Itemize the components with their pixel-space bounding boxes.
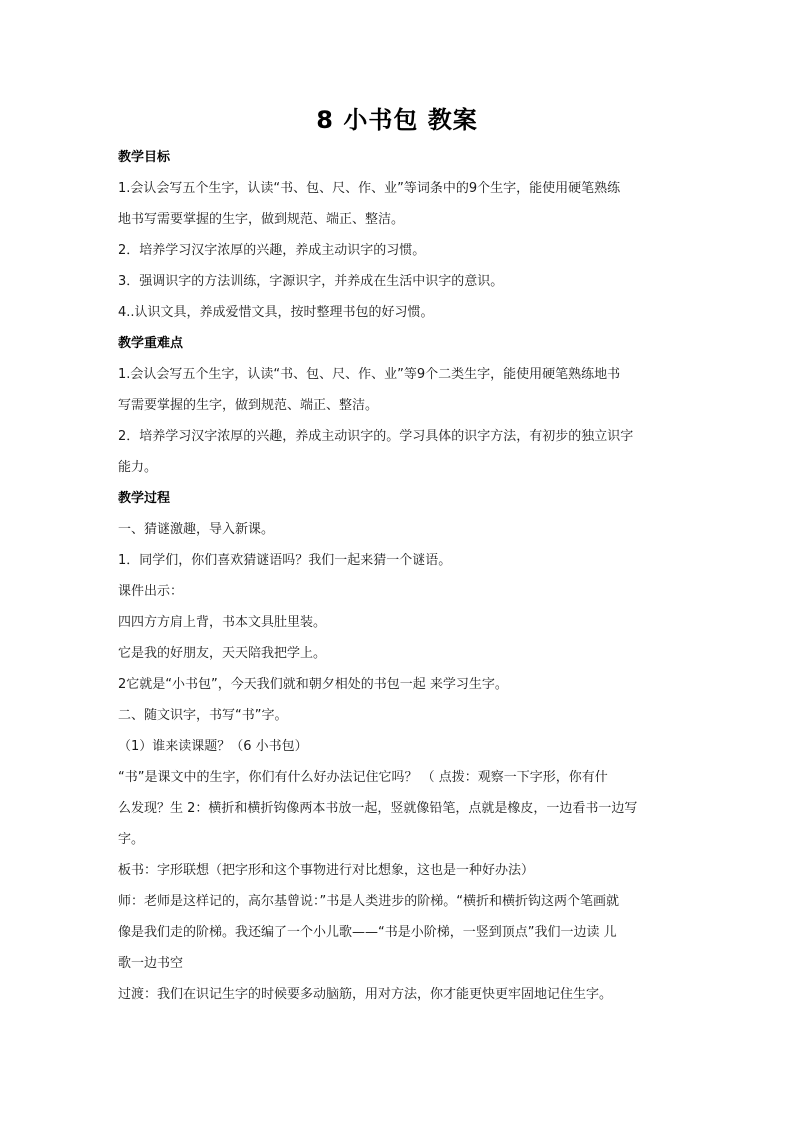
section-heading: 教学目标	[118, 150, 171, 165]
paragraph-line: 字。	[118, 832, 145, 847]
paragraph-line: 2它就是“小书包”，今天我们就和朝夕相处的书包一起 来学习生字。	[118, 677, 508, 692]
paragraph-line: 1.会认会写五个生字，认读“书、包、尺、作、业”等9个二类生字，能使用硬笔熟练地书	[118, 367, 621, 382]
paragraph-line: 课件出示：	[118, 584, 184, 599]
paragraph-line: 二、随文识字，书写“书”字。	[118, 708, 288, 723]
paragraph-line: 师：老师是这样记的，高尔基曾说：”书是人类进步的阶梯。“横折和横折钩这两个笔画就	[118, 894, 619, 909]
paragraph-line: 像是我们走的阶梯。我还编了一个小儿歌——“书是小阶梯，一竖到顶点”我们一边读 儿	[118, 925, 617, 940]
paragraph-line: 过渡：我们在识记生字的时候要多动脑筋，用对方法，你才能更快更牢固地记住生字。	[118, 987, 613, 1002]
document-body	[118, 142, 678, 1010]
paragraph-line: 2．培养学习汉字浓厚的兴趣，养成主动识字的。学习具体的识字方法，有初步的独立识字	[118, 429, 634, 444]
paragraph-line: 么发现？生 2：横折和横折钩像两本书放一起，竖就像铅笔，点就是橡皮，一边看书一边写	[118, 801, 638, 816]
paragraph-line: （1）谁来读课题？（6 小书包）	[118, 739, 308, 754]
section-heading: 教学重难点	[118, 336, 184, 351]
paragraph-line: 板书：字形联想（把字形和这个事物进行对比想象，这也是一种好办法）	[118, 863, 535, 878]
paragraph-line: 1.会认会写五个生字，认读“书、包、尺、作、业”等词条中的9个生字，能使用硬笔熟练	[118, 181, 621, 196]
paragraph-line: “书”是课文中的生字，你们有什么好办法记住它吗？ （ 点拨：观察一下字形，你有什	[118, 770, 608, 785]
paragraph-line: 4..认识文具，养成爱惜文具，按时整理书包的好习惯。	[118, 305, 434, 320]
paragraph-line: 1．同学们，你们喜欢猜谜语吗？我们一起来猜一个谜语。	[118, 553, 452, 568]
paragraph-line: 能力。	[118, 460, 158, 475]
section-heading: 教学过程	[118, 491, 171, 506]
paragraph-line: 一、猜谜激趣，导入新课。	[118, 522, 275, 537]
paragraph-line: 写需要掌握的生字，做到规范、端正、整洁。	[118, 398, 379, 413]
paragraph-line: 四四方方肩上背，书本文具肚里装。	[118, 615, 327, 630]
paragraph-line: 它是我的好朋友，天天陪我把学上。	[118, 646, 327, 661]
document-title: 8 小书包 教案	[316, 106, 478, 134]
paragraph-line: 歌一边书空	[118, 956, 184, 971]
paragraph-line: 地书写需要掌握的生字，做到规范、端正、整洁。	[118, 212, 405, 227]
paragraph-line: 2．培养学习汉字浓厚的兴趣，养成主动识字的习惯。	[118, 243, 426, 258]
paragraph-line: 3．强调识字的方法训练，字源识字，并养成在生活中识字的意识。	[118, 274, 504, 289]
